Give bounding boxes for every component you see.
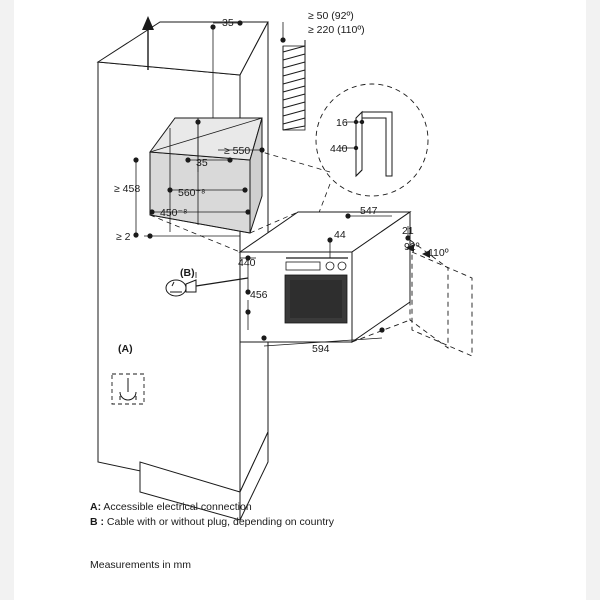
- legend-units: Measurements in mm: [90, 559, 191, 571]
- label-niche-depth-35: 35: [196, 157, 208, 169]
- label-appliance-top-44: 44: [334, 229, 346, 241]
- label-appliance-height-456: 456: [250, 289, 268, 301]
- label-niche-height-458: ≥ 458: [114, 183, 141, 195]
- oven-door-panel: [285, 275, 347, 323]
- label-door-21: 21: [402, 225, 414, 237]
- label-door-92: 92º: [404, 241, 420, 253]
- label-appliance-height-440: 440: [238, 257, 256, 269]
- label-niche-width-min-550: ≥ 550: [224, 145, 251, 157]
- label-vent-min-220: ≥ 220 (110º): [308, 24, 365, 36]
- label-top-clearance-35: 35: [222, 17, 234, 29]
- legend-text-b: Cable with or without plug, depending on country: [104, 516, 334, 528]
- legend-key-a: A:: [90, 501, 102, 513]
- label-appliance-width-594: 594: [312, 343, 330, 355]
- door-open-110-outline: [412, 252, 472, 356]
- legend-row-b: [90, 515, 520, 530]
- label-marker-a: (A): [118, 343, 133, 355]
- legend-key-b: B :: [90, 516, 104, 528]
- legend: [90, 500, 520, 573]
- vent-dim-leader: [280, 22, 285, 43]
- label-niche-width-450: 450⁻⁸: [160, 207, 188, 219]
- label-door-110: 110º: [428, 247, 449, 259]
- detail-callout-circle: [316, 84, 428, 196]
- label-detail-440: 440: [330, 143, 348, 155]
- label-appliance-depth-547: 547: [360, 205, 378, 217]
- label-base-gap-2: ≥ 2: [116, 231, 131, 243]
- ventilation-hatching: [283, 40, 305, 130]
- legend-row-a: [90, 500, 520, 515]
- legend-text-a: Accessible electrical connection: [101, 501, 252, 513]
- label-marker-b: (B): [180, 267, 195, 279]
- label-detail-16: 16: [336, 117, 348, 129]
- label-niche-width-560: 560⁺⁸: [178, 187, 206, 199]
- label-vent-min-50: ≥ 50 (92º): [308, 10, 354, 22]
